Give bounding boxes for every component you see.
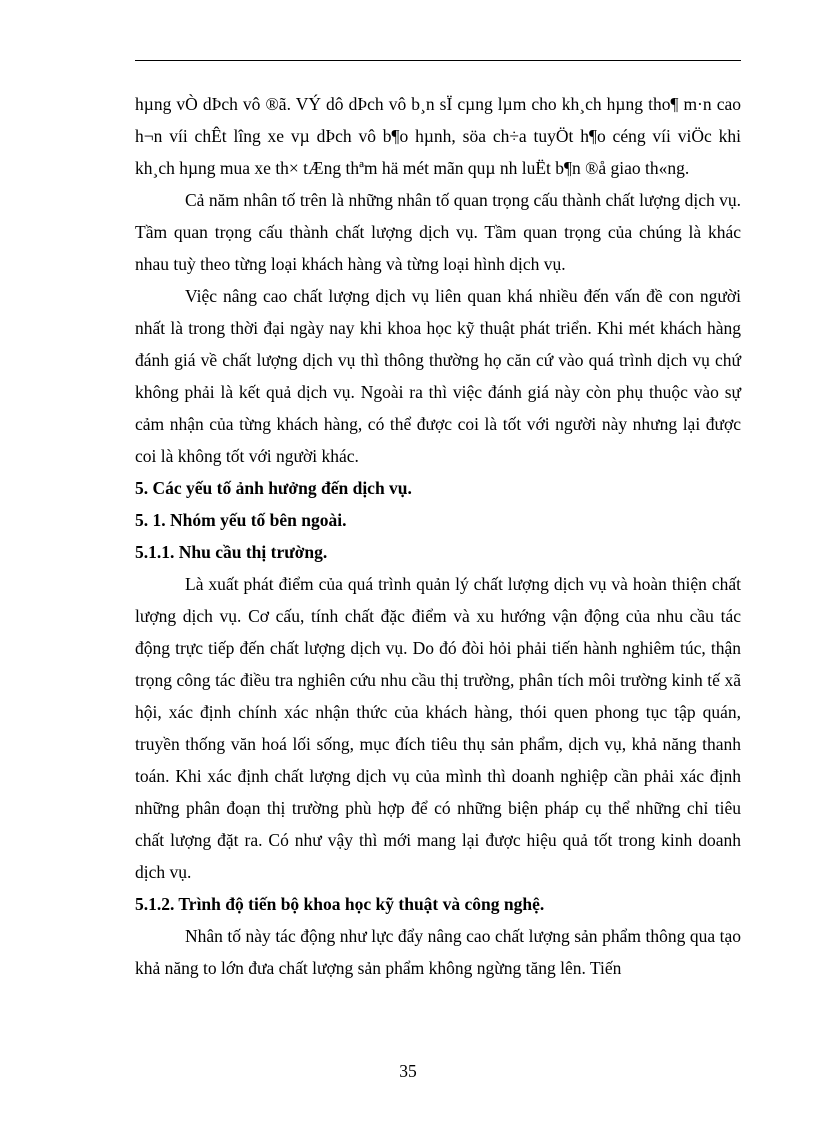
page-body bbox=[135, 88, 741, 984]
paragraph: Cả năm nhân tố trên là những nhân tố quan trọng cấu thành chất lượng dịch vụ. Tầm quan trọng cấu thành chất lượng dịch vụ. Tầm quan trọng của chúng là khác nhau tuỳ theo từng loại khách hàng và từng loại hình dịch vụ. bbox=[135, 190, 741, 274]
paragraph: Là xuất phát điểm của quá trình quản lý chất lượng dịch vụ và hoàn thiện chất lượng dịch vụ. Cơ cấu, tính chất đặc điểm và xu hướng vận động của nhu cầu tác động trực tiếp đến chất lượng dịch vụ. Do đó đòi hỏi phải tiến hành nghiêm túc, thận trọng công tác điều tra nghiên cứu nhu cầu thị trường, phân tích môi trường kinh tế xã hội, xác định chính xác nhận thức của khách hàng, thói quen phong tục tập quán, truyền thống văn hoá lối sống, mục đích tiêu thụ sản phẩm, dịch vụ, khả năng thanh toán. Khi xác định chất lượng dịch vụ của mình thì doanh nghiệp cần phải xác định những phân đoạn thị trường phù hợp để có những biện pháp cụ thể những chỉ tiêu chất lượng đặt ra. Có như vậy thì mới mang lại được hiệu quả tốt trong kinh doanh dịch vụ. bbox=[135, 574, 741, 882]
subsubsection-heading: 5.1.2. Trình độ tiến bộ khoa học kỹ thuật và công nghệ. bbox=[135, 894, 545, 914]
subsubsection-heading: 5.1.1. Nhu cầu thị trường. bbox=[135, 542, 328, 562]
header-rule bbox=[135, 60, 741, 61]
paragraph: hµng vÒ dÞch vô ®ã. VÝ dô dÞch vô b¸n sÏ cµng lµm cho kh¸ch hµng tho¶ m·n cao h¬n víi chÊt lîng xe vµ dÞch vô b¶o hµnh, söa ch÷a tuyÖt h¶o céng víi viÖc khi kh¸ch hµng mua xe th× tÆng thªm hä mét mãn quµ nh luËt b¶n ®å giao th«ng. bbox=[135, 94, 741, 178]
paragraph: Nhân tố này tác động như lực đẩy nâng cao chất lượng sản phẩm thông qua tạo khả năng to lớn đưa chất lượng sản phẩm không ngừng tăng lên. Tiến bbox=[135, 926, 741, 978]
subsection-heading: 5. 1. Nhóm yếu tố bên ngoài. bbox=[135, 510, 347, 530]
paragraph: Việc nâng cao chất lượng dịch vụ liên quan khá nhiều đến vấn đề con người nhất là trong thời đại ngày nay khi khoa học kỹ thuật phát triển. Khi mét khách hàng đánh giá về chất lượng dịch vụ thì thông thường họ căn cứ vào quá trình dịch vụ chứ không phải là kết quả dịch vụ. Ngoài ra thì việc đánh giá này còn phụ thuộc vào sự cảm nhận của từng khách hàng, có thể được coi là tốt với người này nhưng lại được coi là không tốt với người khác. bbox=[135, 286, 741, 466]
page-number: 35 bbox=[399, 1061, 417, 1081]
section-heading: 5. Các yếu tố ảnh hưởng đến dịch vụ. bbox=[135, 478, 412, 498]
